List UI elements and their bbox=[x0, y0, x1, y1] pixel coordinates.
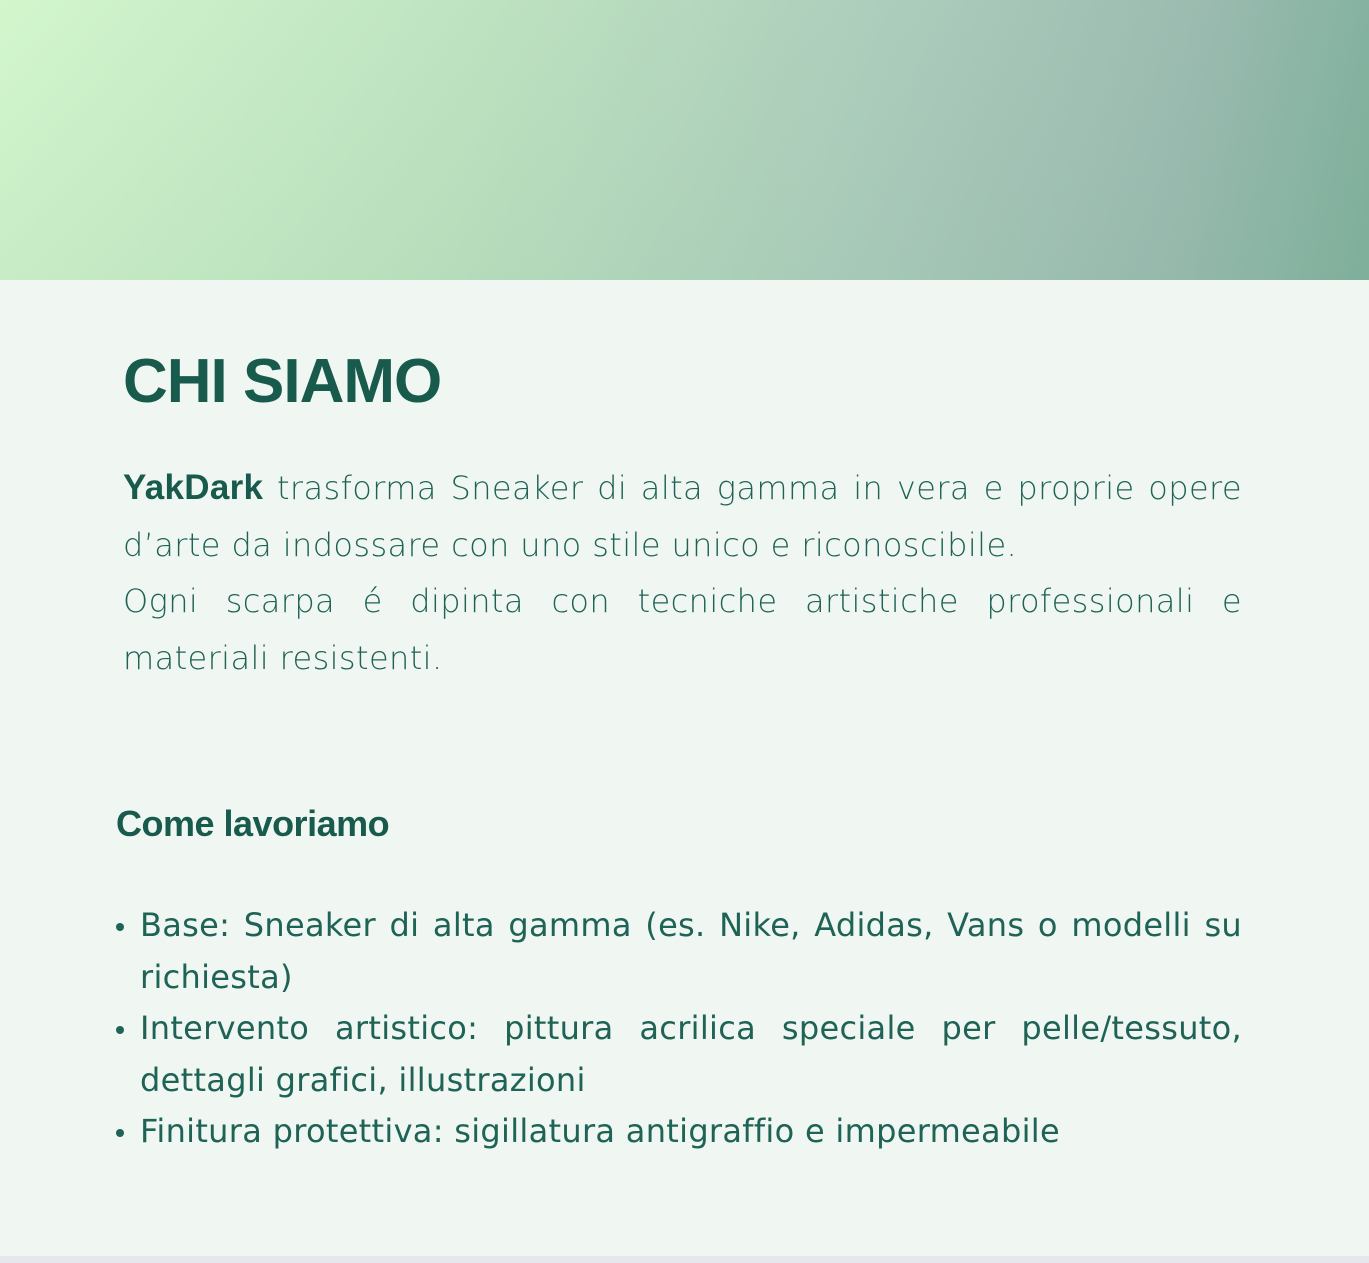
list-item bbox=[116, 1106, 1242, 1158]
intro-paragraph-second: Ogni scarpa é dipinta con tecniche artistiche professionali e materiali resistenti. bbox=[123, 582, 1242, 677]
process-list bbox=[116, 900, 1242, 1158]
intro-text: trasforma Sneaker di alta gamma in vera e proprie opere d’arte da indossare con uno stile unico e riconoscibile. bbox=[123, 469, 1242, 564]
brand-name: YakDark bbox=[123, 468, 264, 507]
hero-banner bbox=[0, 0, 1369, 280]
list-item bbox=[116, 1003, 1242, 1106]
bullet-icon bbox=[116, 1026, 124, 1034]
list-item-text: Intervento artistico: pittura acrilica speciale per pelle/tessuto, dettagli grafici, illustrazioni bbox=[140, 1009, 1242, 1099]
bullet-icon bbox=[116, 1129, 124, 1137]
list-item-text: Finitura protettiva: sigillatura antigraffio e impermeabile bbox=[140, 1112, 1060, 1150]
bullet-icon bbox=[116, 923, 124, 931]
about-intro bbox=[123, 460, 1242, 686]
process-title: Come lavoriamo bbox=[116, 803, 390, 844]
intro-paragraph bbox=[123, 460, 1242, 573]
section-title: CHI SIAMO bbox=[123, 347, 442, 416]
list-item bbox=[116, 900, 1242, 1003]
list-item-text: Base: Sneaker di alta gamma (es. Nike, Adidas, Vans o modelli su richiesta) bbox=[140, 906, 1242, 996]
page-bottom-edge bbox=[0, 1256, 1369, 1263]
